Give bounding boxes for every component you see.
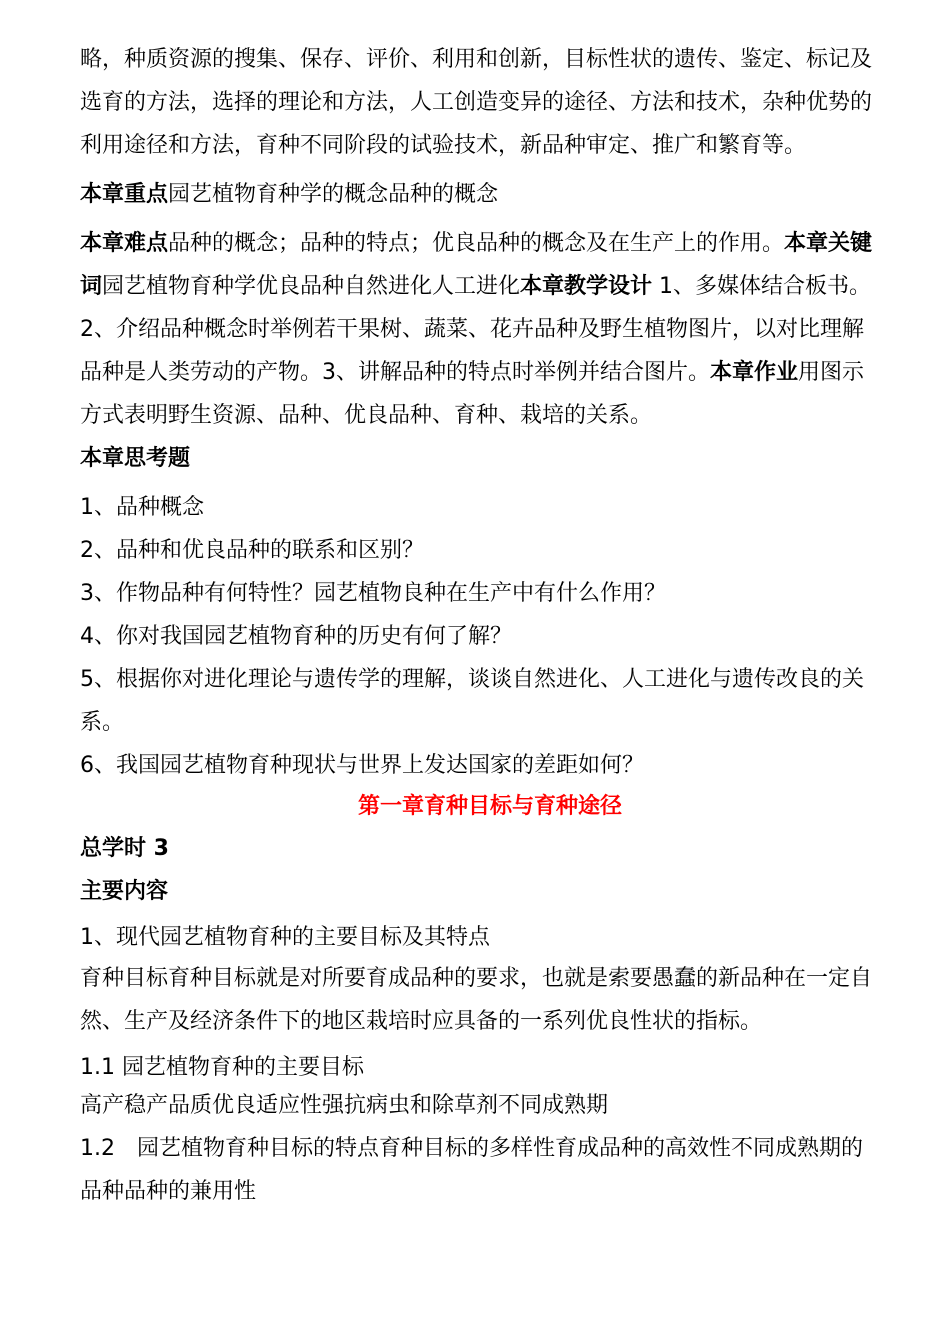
keywords-label: 本章关键词 (80, 231, 873, 299)
question-item: 1、品种概念 (80, 495, 204, 520)
question-item: 6、我国园艺植物育种现状与世界上发达国家的差距如何？ (80, 753, 644, 778)
design-text: 1、多媒体结合板书。2、介绍品种概念时举例若干果树、蔬菜、花卉品种及野生植物图片，以对比理解品种是人类劳动的产物。3、讲解品种的特点时举例并结合图片。 (80, 274, 872, 385)
difficult-label: 本章难点 (80, 231, 169, 256)
keywords-text: 园艺植物育种学优良品种自然进化人工进化 (102, 274, 521, 299)
chapter-info-paragraph (80, 222, 880, 437)
question-item: 2、品种和优良品种的联系和区别？ (80, 538, 424, 563)
question-item: 5、根据你对进化理论与遗传学的理解，谈谈自然进化、人工进化与遗传改良的关系。 (80, 667, 864, 735)
question-item: 4、你对我国园艺植物育种的历史有何了解？ (80, 624, 512, 649)
key-points-text: 园艺植物育种学的概念品种的概念 (168, 182, 499, 207)
main-content-title: 主要内容 (80, 879, 169, 904)
document-page (80, 38, 880, 1213)
content-item-1-2: 1.2 园艺植物育种目标的特点育种目标的多样性育成品种的高效性不同成熟期的品种品种的兼用性 (80, 1136, 863, 1204)
intro-paragraph: 略，种质资源的搜集、保存、评价、利用和创新，目标性状的遗传、鉴定、标记及选育的方法，选择的理论和方法，人工创造变异的途径、方法和技术，杂种优势的利用途径和方法，育种不同阶段的试验技术，新品种审定、推广和繁育等。 (80, 47, 873, 158)
content-item-1: 1、现代园艺植物育种的主要目标及其特点 (80, 925, 490, 950)
chapter-title: 第一章育种目标与育种途径 (357, 794, 622, 819)
questions-title: 本章思考题 (80, 446, 191, 471)
total-hours: 总学时 3 (80, 836, 169, 861)
key-points-line (80, 173, 880, 216)
design-label: 本章教学设计 (520, 274, 653, 299)
homework-label: 本章作业 (710, 360, 799, 385)
difficult-text: 品种的概念；品种的特点；优良品种的概念及在生产上的作用。 (168, 231, 785, 256)
content-item-1-1: 1.1 园艺植物育种的主要目标 (80, 1055, 364, 1080)
key-points-label: 本章重点 (80, 182, 169, 207)
question-item: 3、作物品种有何特性？园艺植物良种在生产中有什么作用？ (80, 581, 666, 606)
content-item-1-1-text: 高产稳产品质优良适应性强抗病虫和除草剂不同成熟期 (80, 1093, 609, 1118)
content-item-1-text: 育种目标育种目标就是对所要育成品种的要求，也就是索要愚蠢的新品种在一定自然、生产及经济条件下的地区栽培时应具备的一系列优良性状的指标。 (80, 966, 873, 1034)
homework-text: 用图示方式表明野生资源、品种、优良品种、育种、栽培的关系。 (80, 360, 865, 428)
